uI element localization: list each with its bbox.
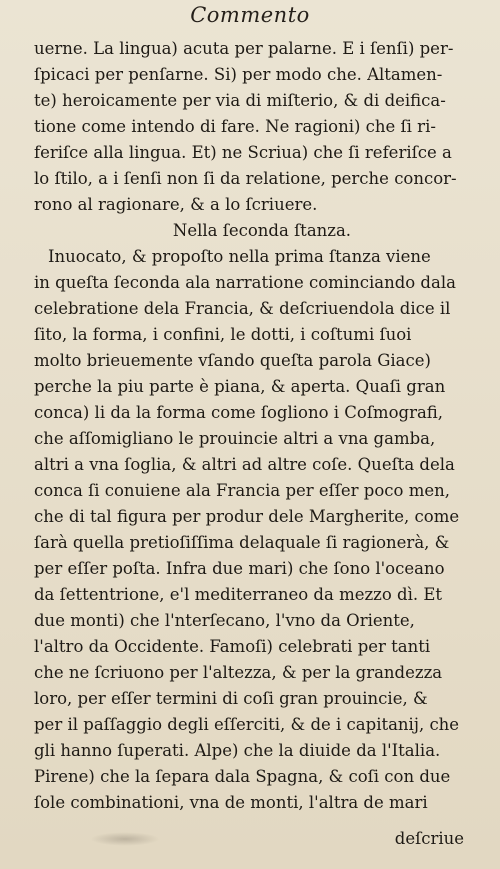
text-line: l'altro da Occidente. Famoſi) celebrati per tanti — [34, 637, 431, 656]
text-line: feriſce alla lingua. Et) ne Scriua) che ſi referiſce a — [34, 143, 452, 162]
text-line: perche la piu parte è piana, & aperta. Quaſi gran — [34, 377, 446, 396]
text-line: gli hanno ſuperati. Alpe) che la diuide da l'Italia. — [34, 741, 441, 760]
text-line: tione come intendo di fare. Ne ragioni) che ſi ri- — [34, 117, 436, 136]
text-line: lo ſtilo, a i ſenſi non ſi da relatione, perche concor- — [34, 169, 457, 188]
text-line: per eſſer poſta. Infra due mari) che ſono l'oceano — [34, 559, 445, 578]
text-line: Pirene) che la ſepara dala Spagna, & coſi con due — [34, 767, 451, 786]
section-heading: Nella ſeconda ſtanza. — [172, 221, 352, 240]
text-line: due monti) che l'nterſecano, l'vno da Oriente, — [34, 611, 415, 630]
text-line: loro, per eſſer termini di coſi gran prouincie, & — [34, 689, 428, 708]
text-line: ſole combinationi, vna de monti, l'altra de mari — [34, 793, 428, 812]
body-text — [34, 36, 490, 816]
text-line: celebratione dela Francia, & deſcriuendola dice il — [34, 299, 451, 318]
text-line: conca) li da la forma come ſogliono i Coſmografi, — [34, 403, 444, 422]
text-line: altri a vna ſoglia, & altri ad altre coſe. Queſta dela — [34, 455, 455, 474]
text-line: uerne. La lingua) acuta per palarne. E i ſenſi) per- — [34, 39, 454, 58]
text-line: che ne ſcriuono per l'altezza, & per la grandezza — [34, 663, 443, 682]
text-line: Inuocato, & propoſto nella prima ſtanza viene — [48, 247, 431, 266]
text-line: ſarà quella pretioſiſſima delaquale ſi ragionerà, & — [34, 533, 450, 552]
text-line: da ſettentrione, e'l mediterraneo da mezzo dì. Et — [34, 585, 443, 604]
text-line: per il paſſaggio degli eſſerciti, & de i capitanij, che — [34, 715, 460, 734]
text-line: che di tal figura per produr dele Margherite, come — [34, 507, 460, 526]
text-line: ſpicaci per penſarne. Si) per modo che. Altamen- — [34, 65, 443, 84]
text-line: rono al ragionare, & a lo ſcriuere. — [34, 195, 318, 214]
text-line: che aſſomigliano le prouincie altri a vna gamba, — [34, 429, 436, 448]
text-line: ſito, la forma, i confini, le dotti, i coſtumi ſuoi — [34, 325, 412, 344]
catchword: deſcriue — [394, 829, 464, 848]
text-line: conca ſi conuiene ala Francia per eſſer poco men, — [34, 481, 450, 500]
running-head: Commento — [190, 3, 310, 27]
text-line: in queſta ſeconda ala narratione cominciando dala — [34, 273, 456, 292]
text-line: te) heroicamente per via di miſterio, & di deifica- — [34, 91, 446, 110]
text-line: molto brieuemente vſando queſta parola Giace) — [34, 351, 431, 370]
ink-smudge — [90, 832, 160, 846]
